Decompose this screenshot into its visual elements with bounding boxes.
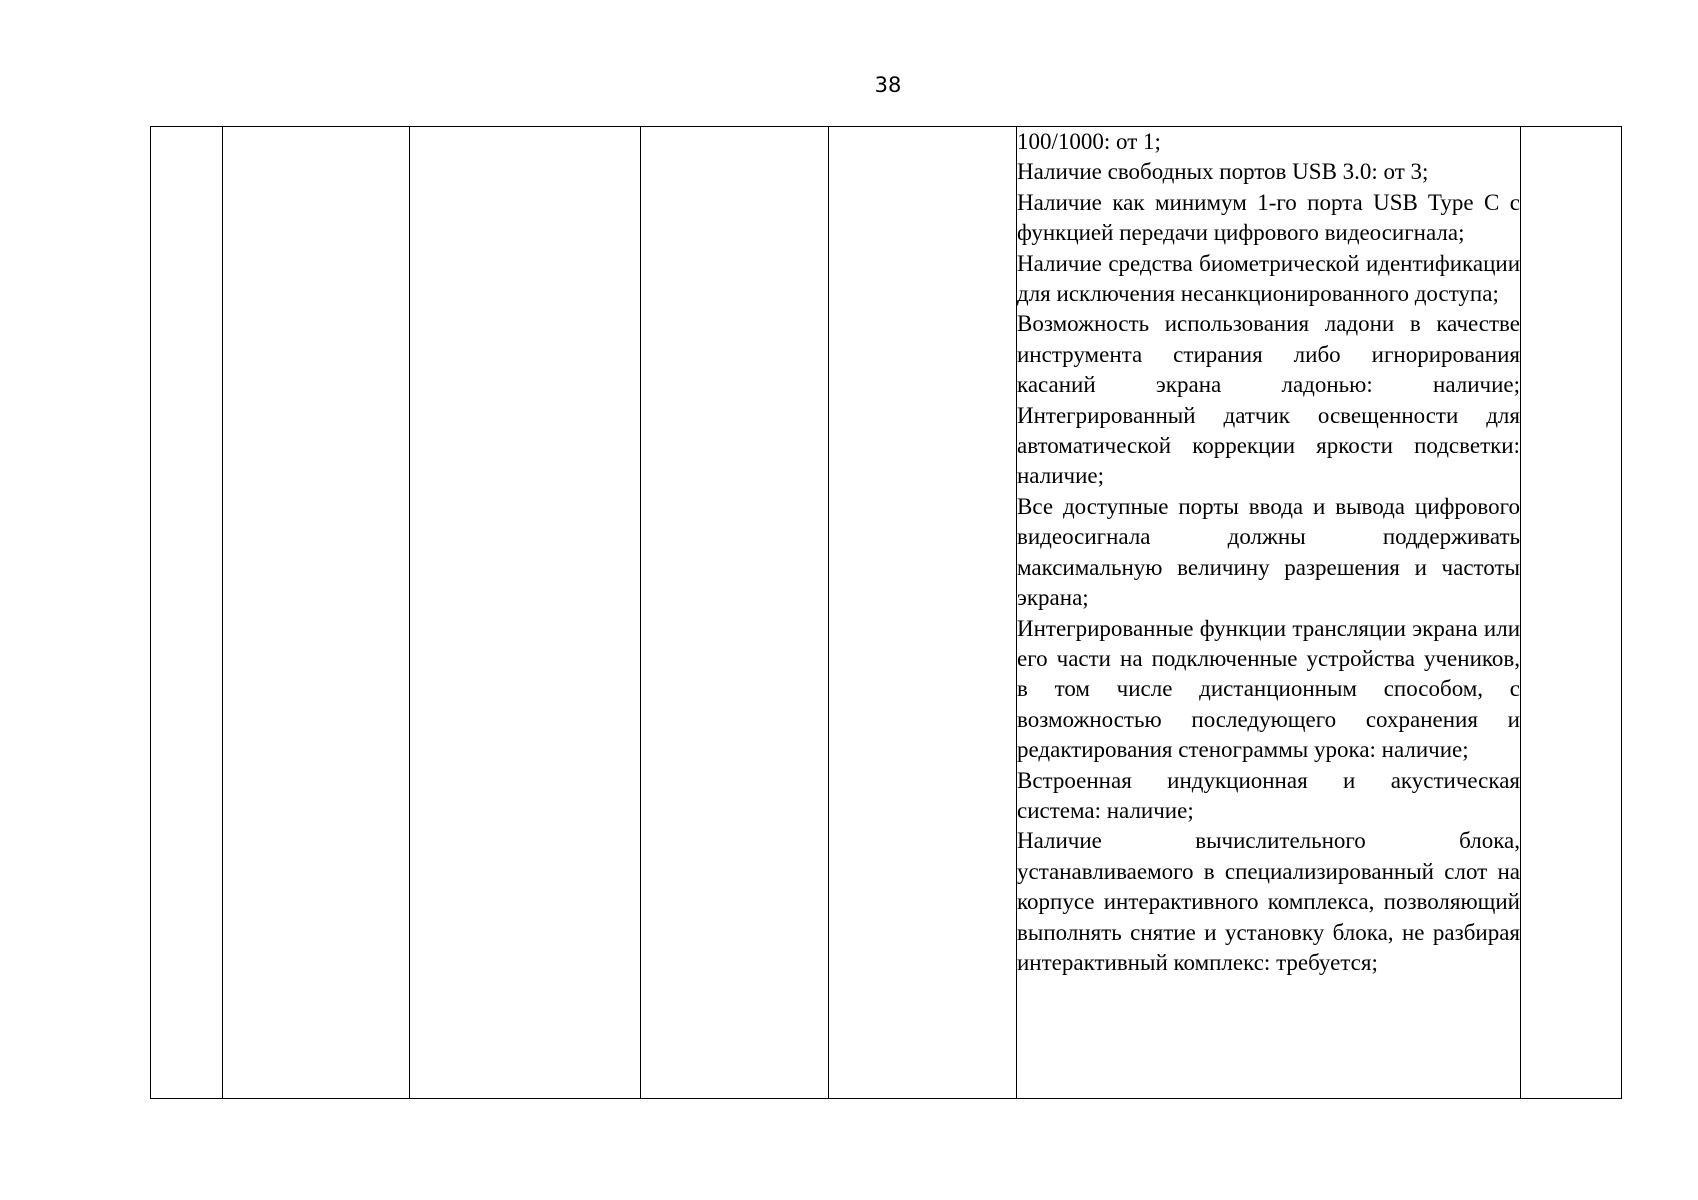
characteristic-paragraph: Наличие вычислительного блока, устанавливаемого в специализированный слот на корпусе интерактивного комплекса, позволяющий выполнять снятие и установку блока, не разбирая интерактивный комплекс: требуется;: [1017, 828, 1520, 975]
characteristic-paragraph: Наличие как минимум 1-го порта USB Type C с функцией передачи цифрового видеосигнала;: [1017, 189, 1520, 246]
specification-table: [150, 126, 1622, 1099]
characteristic-paragraph: Возможность использования ладони в качестве инструмента стирания либо игнорирования касаний экрана ладонью: наличие; Интегрированный датчик освещенности для автоматической коррекции яркости подсветки: наличие;: [1017, 311, 1520, 489]
table-cell-col7: [1521, 127, 1622, 1099]
table-row: [151, 127, 1622, 1099]
table-cell-col4: [641, 127, 829, 1099]
characteristic-paragraph: 100/1000: от 1;: [1017, 129, 1161, 154]
characteristic-paragraph: Все доступные порты ввода и вывода цифрового видеосигнала должны поддерживать максимальную величину разрешения и частоты экрана;: [1017, 493, 1520, 611]
table-cell-characteristics: [1017, 127, 1521, 1099]
characteristic-paragraph: Наличие средства биометрической идентификации для исключения несанкционированного доступа;: [1017, 250, 1520, 307]
characteristic-paragraph: Интегрированные функции трансляции экрана или его части на подключенные устройства учеников, в том числе дистанционным способом, с возможностью последующего сохранения и редактирования стенограммы урока: наличие;: [1017, 615, 1520, 763]
characteristic-paragraph: Наличие свободных портов USB 3.0: от 3;: [1017, 159, 1429, 185]
page-number: 38: [874, 73, 902, 97]
table-cell-col5: [829, 127, 1017, 1099]
table-cell-number: [151, 127, 223, 1099]
table-cell-col3: [410, 127, 641, 1099]
table-cell-name: [223, 127, 410, 1099]
characteristic-paragraph: Встроенная индукционная и акустическая система: наличие;: [1017, 767, 1520, 823]
